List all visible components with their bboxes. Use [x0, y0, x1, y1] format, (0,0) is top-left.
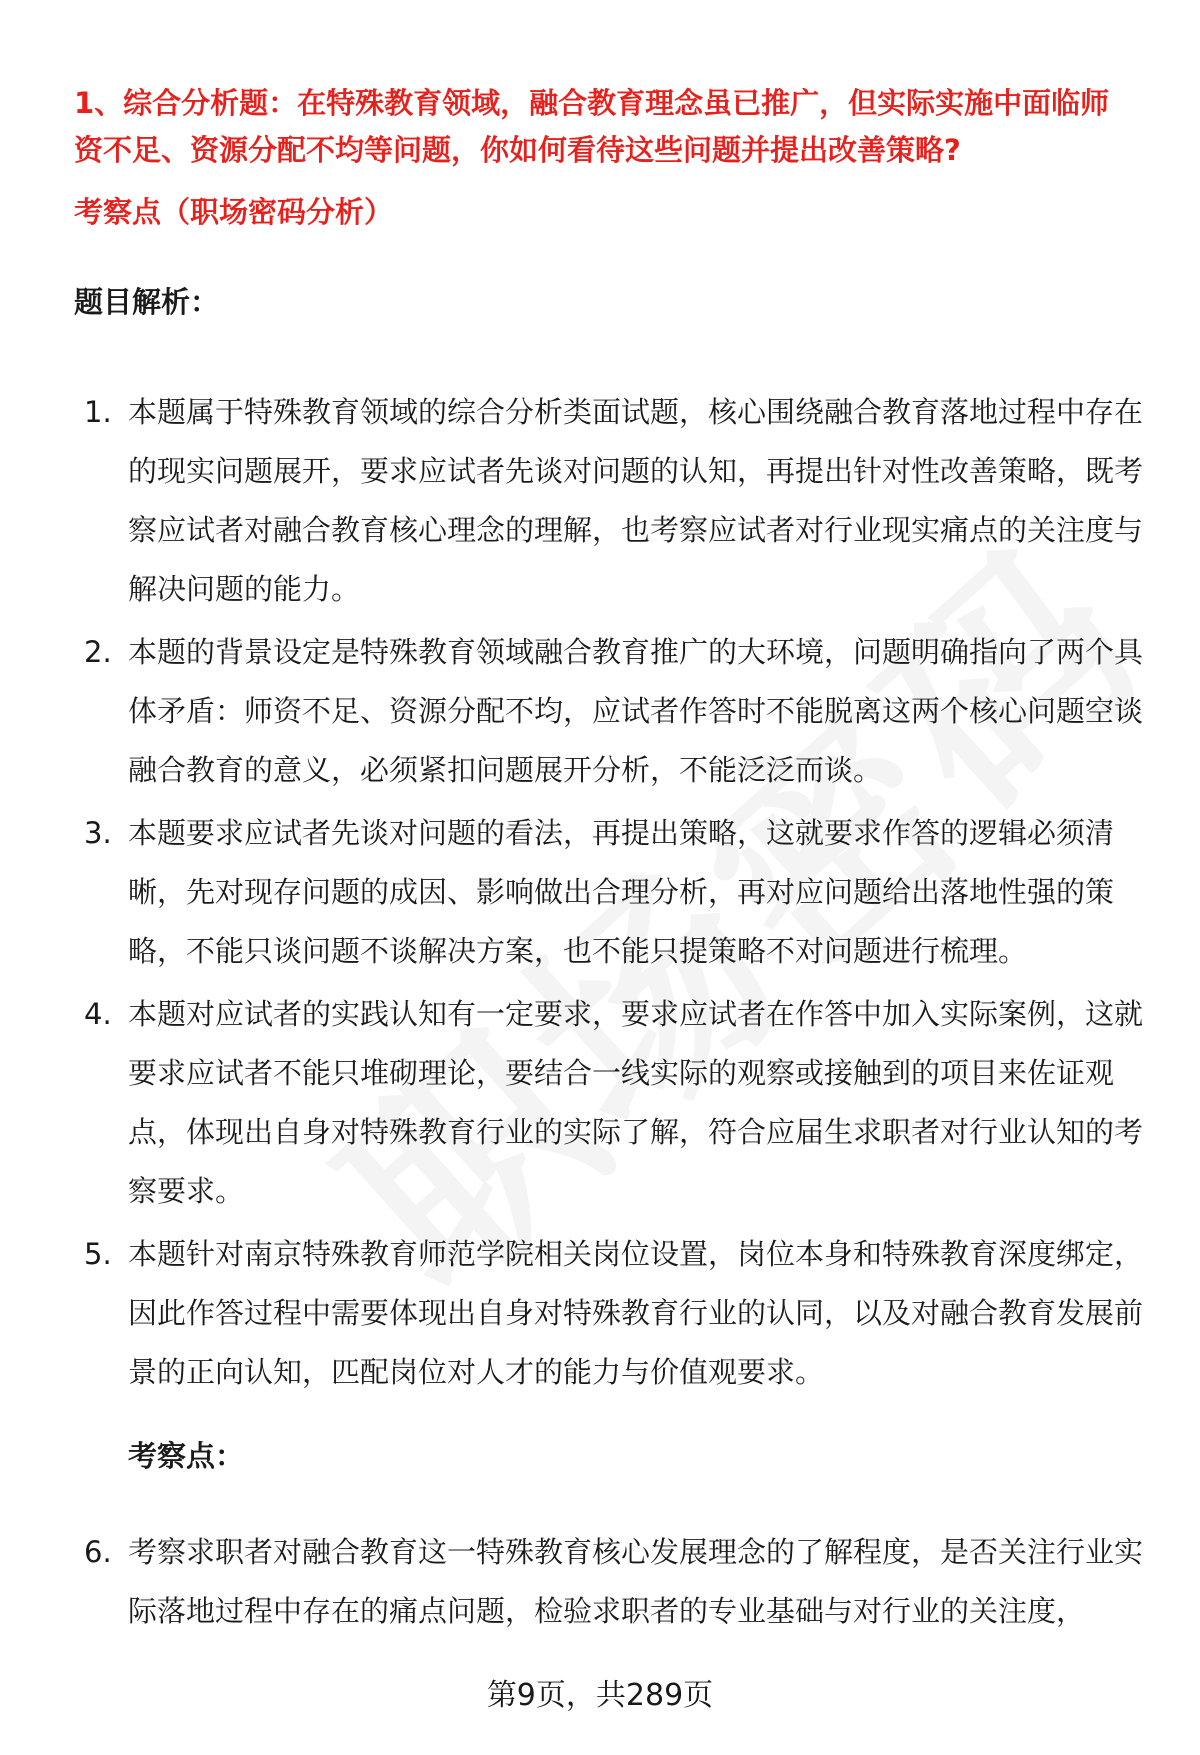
- list-item: [84, 623, 1144, 800]
- item-text: 本题属于特殊教育领域的综合分析类面试题，核心围绕融合教育落地过程中存在的现实问题展开，要求应试者先谈对问题的认知，再提出针对性改善策略，既考察应试者对融合教育核心理念的理解，也考察应试者对行业现实痛点的关注度与解决问题的能力。: [128, 395, 1144, 606]
- item-text: 本题针对南京特殊教育师范学院相关岗位设置，岗位本身和特殊教育深度绑定，因此作答过程中需要体现出自身对特殊教育行业的认同，以及对融合教育发展前景的正向认知，匹配岗位对人才的能力与价值观要求。: [128, 1237, 1144, 1389]
- item-text: 本题对应试者的实践认知有一定要求，要求应试者在作答中加入实际案例，这就要求应试者不能只堆砌理论，要结合一线实际的观察或接触到的项目来佐证观点，体现出自身对特殊教育行业的实际了解，符合应届生求职者对行业认知的考察要求。: [128, 997, 1144, 1208]
- exam-points-list: [84, 1523, 1144, 1645]
- item-text: 考察求职者对融合教育这一特殊教育核心发展理念的了解程度，是否关注行业实际落地过程中存在的痛点问题，检验求职者的专业基础与对行业的关注度，: [128, 1535, 1144, 1628]
- analysis-heading: 题目解析：: [74, 285, 220, 319]
- list-item: [84, 1523, 1144, 1641]
- item-number: 1.: [84, 395, 112, 429]
- exam-point-heading: 考察点（职场密码分析）: [74, 195, 394, 229]
- item-number: 6.: [84, 1535, 112, 1569]
- item-number: 2.: [84, 635, 112, 669]
- exam-points-heading: 考察点：: [128, 1439, 245, 1473]
- question-heading: 1、综合分析题：在特殊教育领域，融合教育理念虽已推广，但实际实施中面临师资不足、资源分配不均等问题，你如何看待这些问题并提出改善策略?: [74, 86, 1110, 167]
- item-number: 3.: [84, 816, 112, 850]
- list-item: [84, 383, 1144, 619]
- item-text: 本题的背景设定是特殊教育领域融合教育推广的大环境，问题明确指向了两个具体矛盾：师资不足、资源分配不均，应试者作答时不能脱离这两个核心问题空谈融合教育的意义，必须紧扣问题展开分析，不能泛泛而谈。: [128, 635, 1144, 787]
- list-item: [84, 985, 1144, 1221]
- item-number: 4.: [84, 997, 112, 1031]
- list-item: [84, 804, 1144, 981]
- item-number: 5.: [84, 1237, 112, 1271]
- page-footer: 第9页，共289页: [486, 1678, 714, 1713]
- list-item: [84, 1225, 1144, 1402]
- analysis-list: [84, 383, 1144, 1406]
- item-text: 本题要求应试者先谈对问题的看法，再提出策略，这就要求作答的逻辑必须清晰，先对现存问题的成因、影响做出合理分析，再对应问题给出落地性强的策略，不能只谈问题不谈解决方案，也不能只提策略不对问题进行梳理。: [128, 816, 1115, 968]
